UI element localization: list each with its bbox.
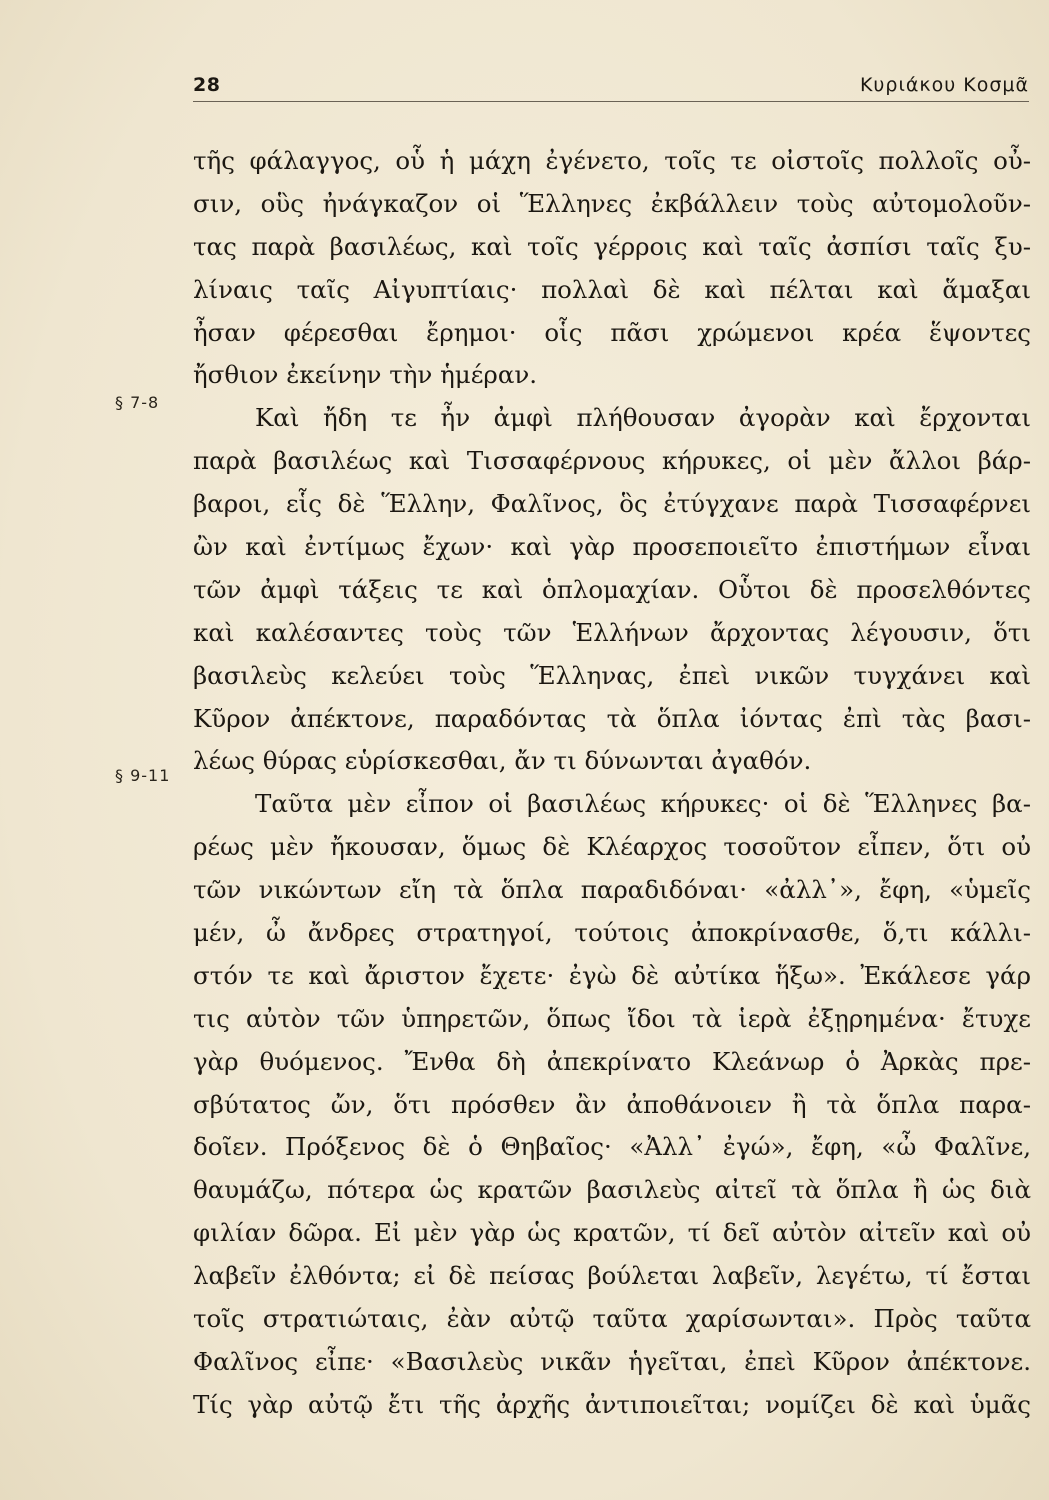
text-line: λίναις ταῖς Αἰγυπτίαις· πολλαὶ δὲ καὶ πέλται καὶ ἅμαξαι: [193, 274, 1031, 304]
text-line: τῆς φάλαγγος, οὗ ἡ μάχη ἐγένετο, τοῖς τε οἰστοῖς πολλοῖς οὖ-: [193, 146, 1031, 175]
body-text: [193, 140, 1031, 1427]
paragraph-first-line: Καὶ ἤδη τε ἦν ἀμφὶ πλήθουσαν ἀγορὰν καὶ ἔρχονται: [255, 403, 1031, 433]
running-head: Κυριάκου Κοσμᾶ: [859, 74, 1029, 96]
text-line: μέν, ὦ ἄνδρες στρατηγοί, τούτοις ἀποκρίνασθε, ὅ,τι κάλλι-: [193, 918, 1031, 948]
text-line: ρέως μὲν ἤκουσαν, ὅμως δὲ Κλέαρχος τοσοῦτον εἶπεν, ὅτι οὐ: [193, 832, 1031, 862]
text-line: γὰρ θυόμενος. Ἔνθα δὴ ἀπεκρίνατο Κλεάνωρ ὁ Ἀρκὰς πρε-: [193, 1046, 1031, 1076]
text-line: τῶν ἀμφὶ τάξεις τε καὶ ὁπλομαχίαν. Οὗτοι δὲ προσελθόντες: [193, 574, 1031, 604]
text-line: λέως θύρας εὑρίσκεσθαι, ἄν τι δύνωνται ἀγαθόν.: [193, 746, 812, 776]
header-rule: [193, 101, 1029, 102]
text-line: φιλίαν δῶρα. Εἰ μὲν γὰρ ὡς κρατῶν, τί δεῖ αὐτὸν αἰτεῖν καὶ οὐ: [193, 1218, 1031, 1248]
text-line: τῶν νικώντων εἴη τὰ ὅπλα παραδιδόναι· «ἀλλ᾿», ἔφη, «ὑμεῖς: [193, 875, 1031, 905]
text-line: Φαλῖνος εἶπε· «Βασιλεὺς νικᾶν ἡγεῖται, ἐπεὶ Κῦρον ἀπέκτονε.: [193, 1346, 1031, 1376]
text-line: θαυμάζω, πότερα ὡς κρατῶν βασιλεὺς αἰτεῖ τὰ ὅπλα ἢ ὡς διὰ: [193, 1175, 1031, 1205]
text-line: τας παρὰ βασιλέως, καὶ τοῖς γέρροις καὶ ταῖς ἀσπίσι ταῖς ξυ-: [193, 231, 1031, 261]
text-line: παρὰ βασιλέως καὶ Τισσαφέρνους κήρυκες, οἱ μὲν ἄλλοι βάρ-: [193, 446, 1031, 476]
paragraph-first-line: Ταῦτα μὲν εἶπον οἱ βασιλέως κήρυκες· οἱ δὲ Ἕλληνες βα-: [255, 789, 1031, 819]
text-line: λαβεῖν ἐλθόντα; εἰ δὲ πείσας βούλεται λαβεῖν, λεγέτω, τί ἔσται: [193, 1261, 1031, 1291]
text-line: καὶ καλέσαντες τοὺς τῶν Ἑλλήνων ἄρχοντας λέγουσιν, ὅτι: [193, 617, 1031, 647]
text-line: βασιλεὺς κελεύει τοὺς Ἕλληνας, ἐπεὶ νικῶν τυγχάνει καὶ: [193, 660, 1031, 690]
text-line: ἦσαν φέρεσθαι ἔρημοι· οἷς πᾶσι χρώμενοι κρέα ἕψοντες: [193, 317, 1031, 347]
text-line: δοῖεν. Πρόξενος δὲ ὁ Θηβαῖος· «Ἀλλ᾿ ἐγώ», ἔφη, «ὦ Φαλῖνε,: [193, 1132, 1031, 1162]
text-line: τοῖς στρατιώταις, ἐὰν αὐτῷ ταῦτα χαρίσωνται». Πρὸς ταῦτα: [193, 1304, 1031, 1334]
text-line: σβύτατος ὤν, ὅτι πρόσθεν ἂν ἀποθάνοιεν ἢ τὰ ὅπλα παρα-: [193, 1089, 1031, 1119]
text-line: τις αὐτὸν τῶν ὑπηρετῶν, ὅπως ἴδοι τὰ ἱερὰ ἐξῃρημένα· ἔτυχε: [193, 1003, 1031, 1033]
page-header: [193, 74, 1029, 104]
section-marker-9-11: § 9-11: [115, 766, 171, 785]
text-line: στόν τε καὶ ἄριστον ἔχετε· ἐγὼ δὲ αὐτίκα ἥξω». Ἐκάλεσε γάρ: [193, 960, 1031, 990]
text-line: βαροι, εἷς δὲ Ἕλλην, Φαλῖνος, ὃς ἐτύγχανε παρὰ Τισσαφέρνει: [193, 489, 1031, 519]
page-number: 28: [193, 74, 221, 96]
text-line: σιν, οὓς ἠνάγκαζον οἱ Ἕλληνες ἐκβάλλειν τοὺς αὐτομολοῦν-: [193, 188, 1031, 218]
text-line: Τίς γὰρ αὐτῷ ἔτι τῆς ἀρχῆς ἀντιποιεῖται; νομίζει δὲ καὶ ὑμᾶς: [193, 1389, 1031, 1419]
text-line: ὢν καὶ ἐντίμως ἔχων· καὶ γὰρ προσεποιεῖτο ἐπιστήμων εἶναι: [193, 532, 1031, 562]
text-line: Κῦρον ἀπέκτονε, παραδόντας τὰ ὅπλα ἰόντας ἐπὶ τὰς βασι-: [193, 703, 1031, 733]
section-marker-7-8: § 7-8: [115, 393, 160, 412]
text-line: ἤσθιον ἐκείνην τὴν ἡμέραν.: [193, 360, 538, 390]
